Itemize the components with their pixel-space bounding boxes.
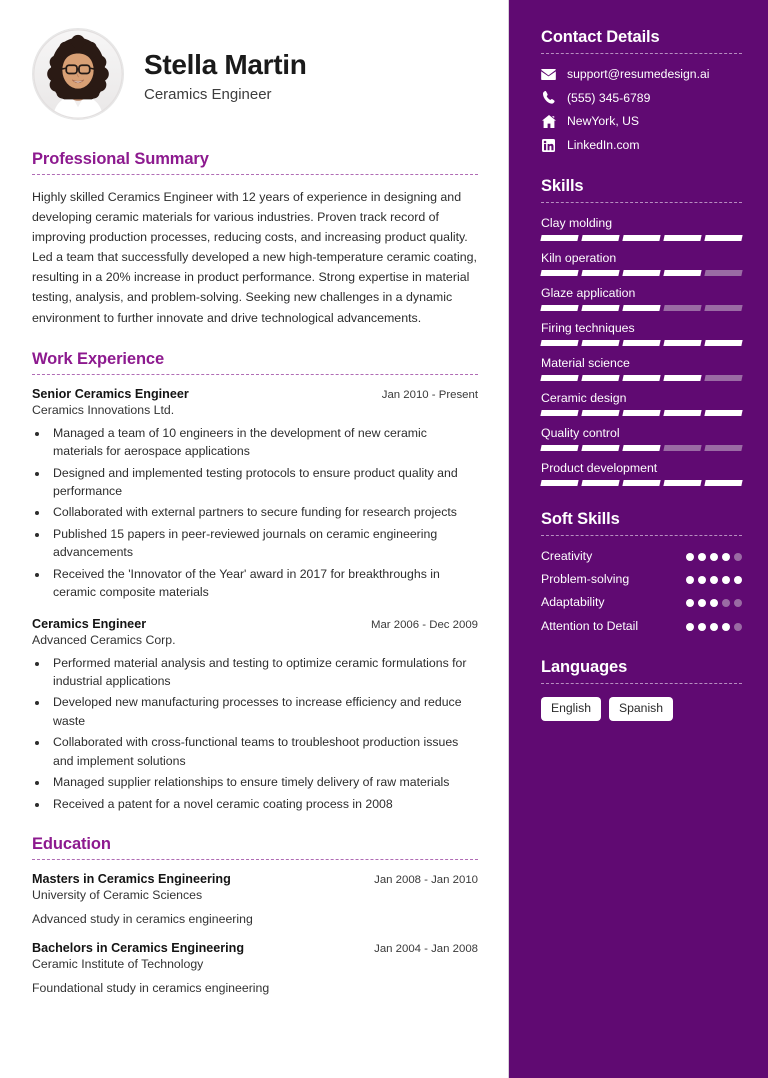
- section-divider: [32, 859, 478, 860]
- soft-skill-item: [541, 549, 742, 564]
- entry-organization: Advanced Ceramics Corp.: [32, 632, 176, 647]
- entry-organization: Ceramic Institute of Technology: [32, 957, 204, 972]
- entry-bullet: • Published 15 papers in peer-reviewed journals on ceramic engineering advancements: [49, 525, 478, 562]
- skill-segment: [581, 445, 619, 451]
- soft-skill-rating: [686, 595, 742, 607]
- entry-role: Ceramics Engineer: [32, 616, 147, 631]
- skill-segment: [704, 235, 742, 241]
- job-title: Ceramics Engineer: [144, 86, 272, 104]
- skill-item: [541, 426, 742, 451]
- section-heading-experience: Work Experience: [32, 349, 165, 368]
- page-title: Stella Martin: [144, 48, 307, 80]
- entry-bullet: • Developed new manufacturing processes to increase efficiency and reduce waste: [49, 693, 478, 730]
- contact-value: LinkedIn.com: [567, 137, 640, 152]
- skill-item: [541, 461, 742, 486]
- skill-level-bar: [541, 445, 742, 451]
- contact-row[interactable]: [541, 114, 742, 129]
- entry-date: Jan 2008 - Jan 2010: [374, 874, 478, 887]
- skill-segment: [540, 375, 578, 381]
- skill-item: [541, 391, 742, 416]
- contact-value: support@resumedesign.ai: [567, 67, 710, 81]
- skill-segment: [622, 375, 660, 381]
- rating-dot: [710, 576, 718, 584]
- section-work-experience: [32, 350, 478, 813]
- skill-segment: [581, 375, 619, 381]
- skill-segment: [622, 445, 660, 451]
- skill-segment: [622, 480, 660, 486]
- entry-header: [32, 941, 478, 955]
- soft-skill-label: Creativity: [541, 548, 593, 563]
- experience-entry: [32, 617, 478, 814]
- entry-bullet: • Received a patent for a novel ceramic coating process in 2008: [49, 795, 478, 813]
- entry-organization: University of Ceramic Sciences: [32, 888, 203, 903]
- sidebar-column: [509, 0, 768, 1078]
- entry-bullet: • Managed a team of 10 engineers in the development of new ceramic materials for aerospace applications: [49, 424, 478, 461]
- home-icon: [541, 115, 556, 129]
- entry-bullet-list: [49, 654, 478, 814]
- rating-dot: [710, 553, 718, 561]
- skill-level-bar: [541, 480, 742, 486]
- skill-item: [541, 216, 742, 241]
- name-block: [144, 45, 307, 103]
- rating-dot: [710, 623, 718, 631]
- skill-segment: [704, 445, 742, 451]
- section-divider: [541, 683, 742, 684]
- skill-segment: [663, 270, 701, 276]
- skill-segment: [663, 410, 701, 416]
- skill-level-bar: [541, 410, 742, 416]
- rating-dot: [698, 576, 706, 584]
- section-heading-contact: Contact Details: [541, 28, 660, 46]
- skill-level-bar: [541, 270, 742, 276]
- entry-bullet: • Received the 'Innovator of the Year' award in 2017 for breakthroughs in ceramic composite materials: [49, 565, 478, 602]
- soft-skills-list: [541, 549, 742, 634]
- entry-role: Bachelors in Ceramics Engineering: [32, 941, 245, 956]
- rating-dot: [686, 553, 694, 561]
- skill-segment: [622, 235, 660, 241]
- skill-segment: [663, 445, 701, 451]
- entry-bullet: • Collaborated with cross-functional teams to troubleshoot production issues and implement solutions: [49, 733, 478, 770]
- contact-value: (555) 345-6789: [567, 90, 651, 105]
- soft-skill-label: Attention to Detail: [541, 618, 639, 633]
- rating-dot: [722, 599, 730, 607]
- section-heading-skills: Skills: [541, 176, 584, 195]
- entry-description: Foundational study in ceramics engineering: [32, 981, 270, 996]
- rating-dot: [698, 553, 706, 561]
- section-education: [32, 835, 478, 995]
- skill-segment: [622, 410, 660, 416]
- skill-segment: [540, 305, 578, 311]
- skill-segment: [704, 375, 742, 381]
- skill-segment: [581, 270, 619, 276]
- section-skills: [541, 177, 742, 486]
- entry-bullet-list: [49, 424, 478, 602]
- skill-label: Quality control: [541, 425, 620, 440]
- contact-list: [541, 67, 742, 153]
- skill-segment: [540, 480, 578, 486]
- skill-item: [541, 356, 742, 381]
- phone-icon: [541, 91, 556, 105]
- section-professional-summary: [32, 150, 478, 328]
- experience-entry: [32, 387, 478, 602]
- entry-role: Masters in Ceramics Engineering: [32, 872, 231, 887]
- language-chip: Spanish: [609, 697, 673, 721]
- skill-level-bar: [541, 375, 742, 381]
- entry-date: Mar 2006 - Dec 2009: [370, 618, 478, 631]
- soft-skill-rating: [686, 572, 742, 584]
- rating-dot: [734, 599, 742, 607]
- rating-dot: [734, 623, 742, 631]
- entry-date: Jan 2004 - Jan 2008: [374, 943, 478, 956]
- entry-header: [32, 617, 478, 631]
- skill-segment: [704, 340, 742, 346]
- contact-value: NewYork, US: [567, 114, 640, 129]
- rating-dot: [698, 599, 706, 607]
- section-divider: [541, 202, 742, 203]
- entry-bullet: • Performed material analysis and testing to optimize ceramic formulations for industrial applications: [49, 654, 478, 691]
- rating-dot: [686, 576, 694, 584]
- skill-label: Clay molding: [541, 215, 613, 230]
- section-divider: [32, 174, 478, 175]
- soft-skill-item: [541, 619, 742, 634]
- skill-item: [541, 251, 742, 276]
- skill-segment: [581, 480, 619, 486]
- skill-item: [541, 286, 742, 311]
- section-contact-details: [541, 28, 742, 153]
- rating-dot: [686, 623, 694, 631]
- section-languages: [541, 658, 742, 721]
- rating-dot: [722, 553, 730, 561]
- languages-list: [541, 697, 742, 721]
- rating-dot: [710, 599, 718, 607]
- envelope-icon: [541, 67, 556, 81]
- skill-level-bar: [541, 340, 742, 346]
- portrait-photo-icon: [33, 29, 123, 119]
- linkedin-icon: [541, 138, 556, 152]
- skill-segment: [581, 235, 619, 241]
- skill-segment: [540, 270, 578, 276]
- skill-segment: [704, 270, 742, 276]
- entry-header: [32, 387, 478, 401]
- skill-segment: [663, 480, 701, 486]
- skill-label: Glaze application: [541, 285, 636, 300]
- skill-item: [541, 321, 742, 346]
- section-soft-skills: [541, 510, 742, 634]
- skills-list: [541, 216, 742, 486]
- section-heading-languages: Languages: [541, 658, 628, 676]
- skill-level-bar: [541, 305, 742, 311]
- soft-skill-item: [541, 595, 742, 610]
- skill-segment: [622, 270, 660, 276]
- section-heading-education: Education: [32, 835, 111, 854]
- rating-dot: [722, 576, 730, 584]
- education-list: [32, 872, 478, 995]
- soft-skill-item: [541, 572, 742, 587]
- avatar: [32, 28, 124, 120]
- rating-dot: [734, 576, 742, 584]
- skill-label: Kiln operation: [541, 250, 617, 265]
- section-heading-summary: Professional Summary: [32, 150, 209, 168]
- section-divider: [32, 374, 478, 375]
- soft-skill-label: Adaptability: [541, 595, 605, 610]
- skill-segment: [704, 410, 742, 416]
- experience-list: [32, 387, 478, 813]
- skill-segment: [622, 305, 660, 311]
- entry-bullet: • Collaborated with external partners to secure funding for research projects: [49, 503, 478, 521]
- education-entry: [32, 941, 478, 995]
- entry-header: [32, 872, 478, 886]
- skill-segment: [704, 480, 742, 486]
- skill-segment: [540, 235, 578, 241]
- education-entry: [32, 872, 478, 926]
- section-divider: [541, 535, 742, 536]
- skill-segment: [540, 340, 578, 346]
- contact-row[interactable]: [541, 138, 742, 153]
- rating-dot: [686, 599, 694, 607]
- soft-skill-label: Problem-solving: [541, 571, 630, 586]
- skill-segment: [581, 340, 619, 346]
- skill-segment: [622, 340, 660, 346]
- contact-row[interactable]: [541, 91, 742, 106]
- soft-skill-rating: [686, 549, 742, 561]
- contact-row[interactable]: [541, 67, 742, 82]
- summary-text: Highly skilled Ceramics Engineer with 12 years of experience in designing and developing ceramic materials for various industries. Proven track record of improving production processes, reducing costs, and increasing product quality. Led a team that successfully developed a new high-temperature ceramic coating, resulting in a 20% increase in product performance. Strong expertise in material testing, analysis, and problem-solving. Seeking new challenges in a dynamic environment to further innovate and drive technological advancements.: [32, 190, 477, 325]
- skill-label: Ceramic design: [541, 390, 627, 405]
- skill-segment: [540, 445, 578, 451]
- skill-segment: [704, 305, 742, 311]
- entry-role: Senior Ceramics Engineer: [32, 386, 189, 401]
- section-heading-soft-skills: Soft Skills: [541, 509, 620, 528]
- skill-level-bar: [541, 235, 742, 241]
- skill-segment: [663, 235, 701, 241]
- skill-label: Material science: [541, 355, 630, 370]
- rating-dot: [698, 623, 706, 631]
- resume-header: [32, 28, 478, 120]
- rating-dot: [734, 553, 742, 561]
- skill-segment: [663, 305, 701, 311]
- entry-organization: Ceramics Innovations Ltd.: [32, 402, 175, 417]
- entry-bullet: • Managed supplier relationships to ensure timely delivery of raw materials: [49, 773, 478, 791]
- skill-segment: [540, 410, 578, 416]
- entry-description: Advanced study in ceramics engineering: [32, 912, 253, 927]
- entry-date: Jan 2010 - Present: [381, 388, 478, 401]
- entry-bullet: • Designed and implemented testing protocols to ensure product quality and performance: [49, 464, 478, 501]
- skill-segment: [663, 375, 701, 381]
- language-chip: English: [541, 697, 601, 721]
- rating-dot: [722, 623, 730, 631]
- section-divider: [541, 53, 742, 54]
- soft-skill-rating: [686, 619, 742, 631]
- skill-label: Firing techniques: [541, 320, 635, 335]
- skill-segment: [581, 410, 619, 416]
- skill-segment: [581, 305, 619, 311]
- skill-label: Product development: [541, 460, 658, 475]
- skill-segment: [663, 340, 701, 346]
